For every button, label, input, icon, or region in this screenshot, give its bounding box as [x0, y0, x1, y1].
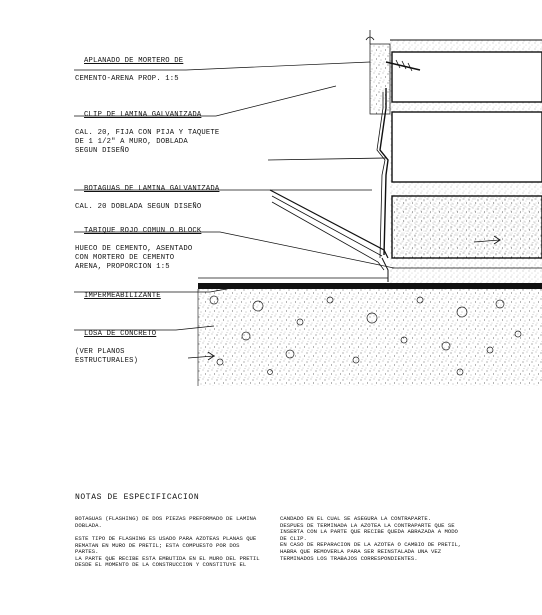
label-body: HUECO DE CEMENTO, ASENTADO CON MORTERO DE CEMENTO ARENA, PROPORCION 1:5 — [75, 245, 193, 271]
label-brick-wall — [75, 218, 201, 281]
label-mortar-render — [75, 48, 183, 93]
brick-wall — [390, 40, 542, 290]
concrete-slab — [198, 278, 542, 386]
label-body: (VER PLANOS ESTRUCTURALES) — [75, 348, 139, 365]
label-heading: TABIQUE ROJO COMUN O BLOCK — [84, 227, 202, 235]
note-paragraph: ESTE TIPO DE FLASHING ES USADO PARA AZOTEAS PLANAS QUE REMATAN EN MURO DE PRETIL; ESTA COMPUESTO POR DOS PARTES. LA PARTE QUE RECIBE ESTA EMBUTIDA EN EL MURO DEL PRETIL DESDE EL MOMENTO DE LA CONSTRUCCION Y CONSTITUYE EL — [75, 535, 260, 569]
note-paragraph: BOTAGUAS (FLASHING) DE DOS PIEZAS PREFORMADO DE LAMINA DOBLADA. — [75, 515, 257, 529]
note-paragraph: CANDADO EN EL CUAL SE ASEGURA LA CONTRAPARTE. DESPUES DE TERMINADA LA AZOTEA LA CONTRAPARTE QUE SE INSERTA CON LA PARTE QUE RECIBE QUEDA ABRAZADA A MODO DE CLIP. EN CASO DE REPARACION DE LA AZOTEA O CAMBIO DE PRETIL, HABRA QUE REMOVERLA PARA SER REINSTALADA UNA VEZ TERMINADOS LOS TRABAJOS CORRESPONDIENTES. — [280, 515, 462, 562]
label-body: CAL. 20 DOBLADA SEGUN DISEÑO — [75, 203, 202, 211]
label-concrete-slab — [75, 321, 156, 375]
label-flashing — [75, 176, 219, 221]
notes-title: NOTAS DE ESPECIFICACION — [75, 493, 200, 502]
label-heading: LOSA DE CONCRETO — [84, 330, 157, 338]
label-body: CEMENTO-ARENA PROP. 1:5 — [75, 75, 179, 83]
label-heading: CLIP DE LAMINA GALVANIZADA — [84, 111, 202, 119]
label-heading: BOTAGUAS DE LAMINA GALVANIZADA — [84, 185, 220, 193]
flashing-profile — [268, 88, 388, 282]
label-galvanized-clip — [75, 102, 219, 165]
label-body: CAL. 20, FIJA CON PIJA Y TAQUETE DE 1 1/2" A MURO, DOBLADA SEGUN DISEÑO — [75, 129, 220, 155]
label-heading: IMPERMEABILIZANTE — [84, 292, 161, 300]
label-waterproofing — [75, 283, 161, 301]
label-heading: APLANADO DE MORTERO DE — [84, 57, 184, 65]
